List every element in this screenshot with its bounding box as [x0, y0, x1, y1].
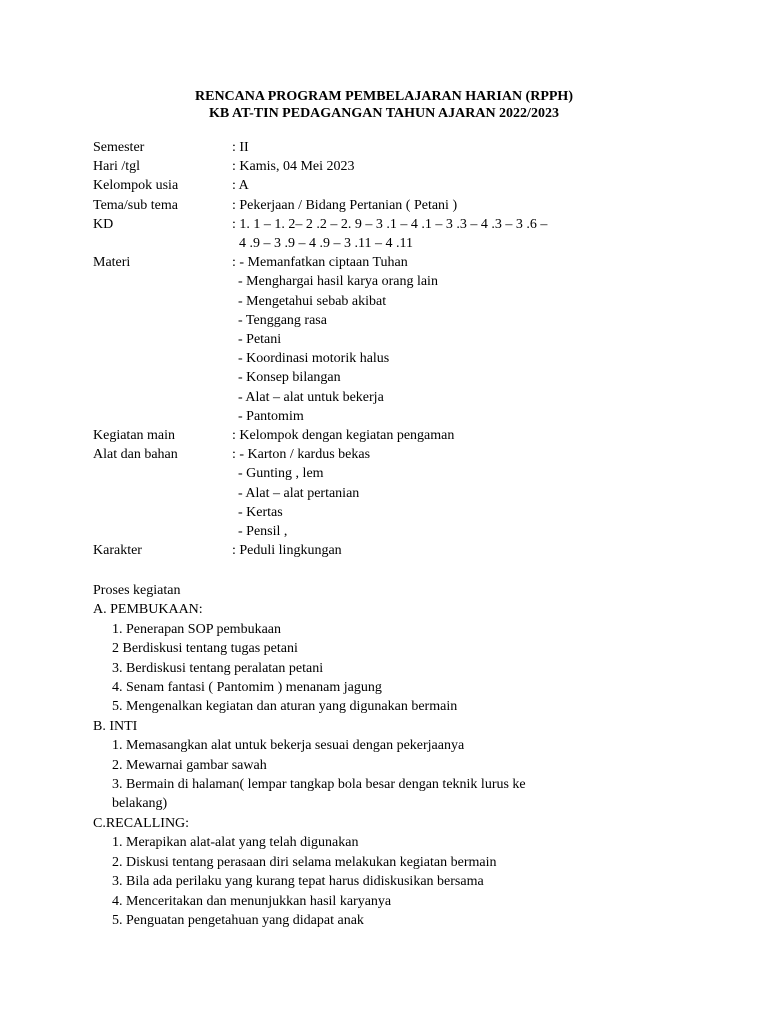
section-heading-recalling: C.RECALLING: — [93, 815, 190, 831]
age-group-label: Kelompok usia — [93, 178, 179, 194]
materi-item: - Mengetahui sebab akibat — [238, 293, 387, 309]
character-label: Karakter — [93, 543, 142, 559]
materi-row — [93, 253, 713, 426]
recalling-step: 5. Penguatan pengetahuan yang didapat anak — [112, 912, 364, 928]
core-step: 1. Memasangkan alat untuk bekerja sesuai dengan pekerjaanya — [112, 738, 465, 754]
materi-item: - Petani — [238, 332, 282, 348]
materi-item: - Alat – alat untuk bekerja — [238, 389, 384, 405]
recalling-step: 1. Merapikan alat-alat yang telah digunakan — [112, 835, 359, 851]
theme-label: Tema/sub tema — [93, 197, 178, 213]
materi-item: - Koordinasi motorik halus — [238, 351, 390, 367]
document-subtitle: KB AT-TIN PEDAGANGAN TAHUN AJARAN 2022/2023 — [209, 106, 559, 121]
materials-item: - Alat – alat pertanian — [238, 485, 360, 501]
kd-value-continued: 4 .9 – 3 .9 – 4 .9 – 3 .11 – 4 .11 — [239, 236, 413, 252]
date-row — [93, 157, 713, 176]
semester-label: Semester — [93, 140, 145, 155]
theme-value: : Pekerjaan / Bidang Pertanian ( Petani ) — [232, 197, 458, 213]
main-activity-value: : Kelompok dengan kegiatan pengaman — [232, 428, 455, 444]
opening-step: 1. Penerapan SOP pembukaan — [112, 621, 281, 637]
section-heading-opening: A. PEMBUKAAN: — [93, 602, 203, 618]
recalling-step: 4. Menceritakan dan menunjukkan hasil karyanya — [112, 893, 392, 909]
age-group-value: : A — [232, 178, 249, 194]
recalling-step: 3. Bila ada perilaku yang kurang tepat harus didiskusikan bersama — [112, 874, 484, 890]
character-row — [93, 541, 713, 560]
document-title: RENCANA PROGRAM PEMBELAJARAN HARIAN (RPPH) — [195, 89, 573, 104]
info-section — [93, 138, 713, 560]
semester-row — [93, 138, 713, 157]
materials-item: : - Karton / kardus bekas — [232, 447, 371, 463]
section-heading-core: B. INTI — [93, 718, 138, 734]
main-activity-row — [93, 426, 713, 445]
materi-item: - Tenggang rasa — [238, 312, 327, 328]
process-title: Proses kegiatan — [93, 583, 181, 598]
kd-value: : 1. 1 – 1. 2– 2 .2 – 2. 9 – 3 .1 – 4 .1 – 3 .3 – 4 .3 – 3 .6 – — [232, 216, 548, 232]
character-value: : Peduli lingkungan — [232, 543, 342, 559]
age-group-row — [93, 176, 713, 195]
materials-row — [93, 445, 713, 541]
materials-item: - Gunting , lem — [238, 466, 324, 482]
core-step: 3. Bermain di halaman( lempar tangkap bola besar dengan teknik lurus ke belakang) — [112, 777, 526, 812]
kd-label: KD — [93, 216, 114, 232]
materi-label: Materi — [93, 255, 131, 271]
materials-item: - Pensil , — [238, 524, 288, 540]
date-label: Hari /tgl — [93, 159, 141, 175]
materi-item: - Menghargai hasil karya orang lain — [238, 274, 438, 290]
kd-value-block — [232, 215, 713, 253]
kd-row — [93, 215, 713, 253]
materi-item: : - Memanfatkan ciptaan Tuhan — [232, 255, 408, 271]
materi-list — [232, 253, 713, 426]
opening-step: 4. Senam fantasi ( Pantomim ) menanam jagung — [112, 680, 382, 696]
materi-item: - Konsep bilangan — [238, 370, 341, 386]
materials-item: - Kertas — [238, 504, 283, 520]
date-value: : Kamis, 04 Mei 2023 — [232, 159, 355, 175]
process-section — [93, 581, 713, 930]
opening-step: 5. Mengenalkan kegiatan dan aturan yang digunakan bermain — [112, 699, 458, 715]
main-activity-label: Kegiatan main — [93, 428, 176, 444]
opening-step: 3. Berdiskusi tentang peralatan petani — [112, 660, 324, 676]
materials-label: Alat dan bahan — [93, 447, 178, 463]
opening-step: 2 Berdiskusi tentang tugas petani — [112, 641, 298, 657]
theme-row — [93, 196, 713, 215]
recalling-step: 2. Diskusi tentang perasaan diri selama melakukan kegiatan bermain — [112, 854, 497, 870]
materi-item: - Pantomim — [238, 408, 304, 424]
semester-value: : II — [232, 140, 249, 155]
materials-list — [232, 445, 713, 541]
core-step: 2. Mewarnai gambar sawah — [112, 757, 267, 773]
